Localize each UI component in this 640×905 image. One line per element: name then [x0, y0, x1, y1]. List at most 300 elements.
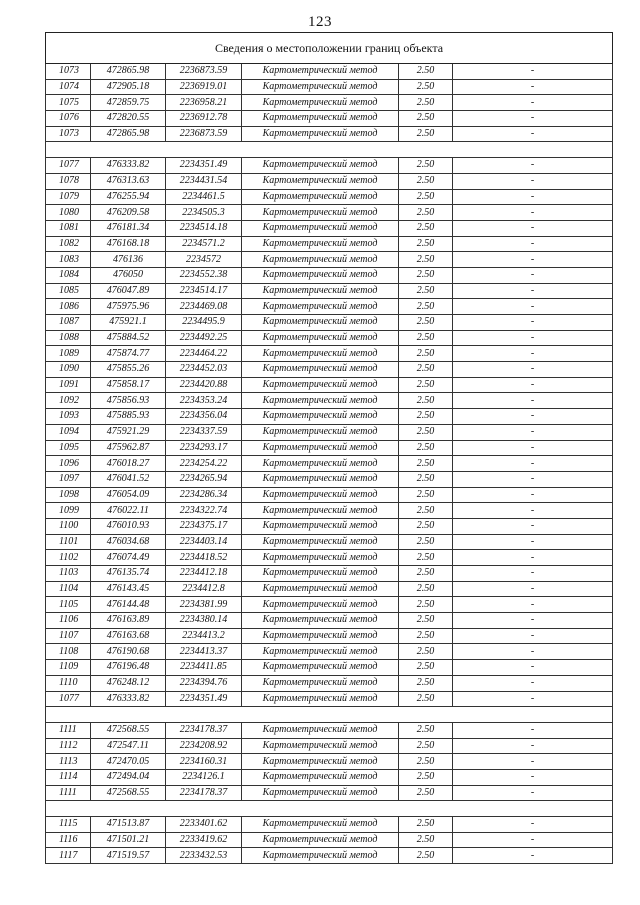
y-coordinate-cell: 2234160.31: [166, 754, 242, 770]
table-row: [46, 566, 613, 582]
method-cell: Картометрический метод: [242, 440, 399, 456]
accuracy-cell: 2.50: [399, 95, 453, 111]
point-number-cell: 1083: [46, 252, 91, 268]
point-number-cell: 1112: [46, 738, 91, 754]
note-cell: -: [453, 817, 613, 833]
note-cell: -: [453, 440, 613, 456]
y-coordinate-cell: 2234420.88: [166, 377, 242, 393]
accuracy-cell: 2.50: [399, 393, 453, 409]
accuracy-cell: 2.50: [399, 189, 453, 205]
point-number-cell: 1111: [46, 722, 91, 738]
y-coordinate-cell: 2234431.54: [166, 173, 242, 189]
point-number-cell: 1099: [46, 503, 91, 519]
x-coordinate-cell: 476313.63: [91, 173, 166, 189]
note-cell: -: [453, 675, 613, 691]
note-cell: -: [453, 581, 613, 597]
separator-cell: [46, 707, 613, 723]
y-coordinate-cell: 2234375.17: [166, 518, 242, 534]
note-cell: -: [453, 644, 613, 660]
x-coordinate-cell: 476054.09: [91, 487, 166, 503]
point-number-cell: 1092: [46, 393, 91, 409]
point-number-cell: 1098: [46, 487, 91, 503]
table-body: [46, 64, 613, 864]
x-coordinate-cell: 476196.48: [91, 660, 166, 676]
method-cell: Картометрический метод: [242, 581, 399, 597]
note-cell: -: [453, 315, 613, 331]
accuracy-cell: 2.50: [399, 299, 453, 315]
group-separator-row: [46, 142, 613, 158]
table-row: [46, 189, 613, 205]
point-number-cell: 1073: [46, 64, 91, 80]
method-cell: Картометрический метод: [242, 644, 399, 660]
method-cell: Картометрический метод: [242, 267, 399, 283]
table-row: [46, 534, 613, 550]
table-header-row: [46, 33, 613, 64]
x-coordinate-cell: 476034.68: [91, 534, 166, 550]
point-number-cell: 1091: [46, 377, 91, 393]
point-number-cell: 1075: [46, 95, 91, 111]
accuracy-cell: 2.50: [399, 738, 453, 754]
point-number-cell: 1082: [46, 236, 91, 252]
table-row: [46, 785, 613, 801]
point-number-cell: 1085: [46, 283, 91, 299]
table-row: [46, 79, 613, 95]
table-row: [46, 393, 613, 409]
point-number-cell: 1094: [46, 424, 91, 440]
note-cell: -: [453, 613, 613, 629]
table-row: [46, 581, 613, 597]
x-coordinate-cell: 476074.49: [91, 550, 166, 566]
y-coordinate-cell: 2234126.1: [166, 769, 242, 785]
method-cell: Картометрический метод: [242, 848, 399, 864]
note-cell: -: [453, 424, 613, 440]
note-cell: -: [453, 503, 613, 519]
accuracy-cell: 2.50: [399, 675, 453, 691]
accuracy-cell: 2.50: [399, 362, 453, 378]
table-row: [46, 848, 613, 864]
x-coordinate-cell: 472905.18: [91, 79, 166, 95]
point-number-cell: 1110: [46, 675, 91, 691]
y-coordinate-cell: 2234464.22: [166, 346, 242, 362]
accuracy-cell: 2.50: [399, 581, 453, 597]
point-number-cell: 1076: [46, 111, 91, 127]
method-cell: Картометрический метод: [242, 95, 399, 111]
y-coordinate-cell: 2234322.74: [166, 503, 242, 519]
table-title: Сведения о местоположении границ объекта: [46, 33, 613, 64]
y-coordinate-cell: 2234413.2: [166, 628, 242, 644]
x-coordinate-cell: 475975.96: [91, 299, 166, 315]
note-cell: -: [453, 738, 613, 754]
point-number-cell: 1084: [46, 267, 91, 283]
point-number-cell: 1104: [46, 581, 91, 597]
table-row: [46, 220, 613, 236]
note-cell: -: [453, 534, 613, 550]
x-coordinate-cell: 472820.55: [91, 111, 166, 127]
point-number-cell: 1115: [46, 817, 91, 833]
note-cell: -: [453, 487, 613, 503]
point-number-cell: 1079: [46, 189, 91, 205]
x-coordinate-cell: 476168.18: [91, 236, 166, 252]
x-coordinate-cell: 472859.75: [91, 95, 166, 111]
note-cell: -: [453, 769, 613, 785]
method-cell: Картометрический метод: [242, 362, 399, 378]
x-coordinate-cell: 476190.68: [91, 644, 166, 660]
group-separator-row: [46, 801, 613, 817]
x-coordinate-cell: 476135.74: [91, 566, 166, 582]
point-number-cell: 1078: [46, 173, 91, 189]
x-coordinate-cell: 475885.93: [91, 409, 166, 425]
table-row: [46, 817, 613, 833]
accuracy-cell: 2.50: [399, 471, 453, 487]
y-coordinate-cell: 2234492.25: [166, 330, 242, 346]
x-coordinate-cell: 476181.34: [91, 220, 166, 236]
x-coordinate-cell: 476163.89: [91, 613, 166, 629]
note-cell: -: [453, 471, 613, 487]
method-cell: Картометрический метод: [242, 675, 399, 691]
table-row: [46, 691, 613, 707]
x-coordinate-cell: 472547.11: [91, 738, 166, 754]
accuracy-cell: 2.50: [399, 613, 453, 629]
table-row: [46, 283, 613, 299]
accuracy-cell: 2.50: [399, 220, 453, 236]
y-coordinate-cell: 2236912.78: [166, 111, 242, 127]
method-cell: Картометрический метод: [242, 315, 399, 331]
table-row: [46, 440, 613, 456]
x-coordinate-cell: 476163.68: [91, 628, 166, 644]
x-coordinate-cell: 472470.05: [91, 754, 166, 770]
note-cell: -: [453, 518, 613, 534]
x-coordinate-cell: 476047.89: [91, 283, 166, 299]
y-coordinate-cell: 2234208.92: [166, 738, 242, 754]
accuracy-cell: 2.50: [399, 409, 453, 425]
method-cell: Картометрический метод: [242, 424, 399, 440]
accuracy-cell: 2.50: [399, 722, 453, 738]
point-number-cell: 1090: [46, 362, 91, 378]
y-coordinate-cell: 2234353.24: [166, 393, 242, 409]
y-coordinate-cell: 2234356.04: [166, 409, 242, 425]
method-cell: Картометрический метод: [242, 518, 399, 534]
point-number-cell: 1103: [46, 566, 91, 582]
point-number-cell: 1080: [46, 205, 91, 221]
x-coordinate-cell: 475962.87: [91, 440, 166, 456]
coordinates-table: [45, 32, 613, 864]
y-coordinate-cell: 2236873.59: [166, 126, 242, 142]
accuracy-cell: 2.50: [399, 79, 453, 95]
note-cell: -: [453, 299, 613, 315]
y-coordinate-cell: 2234412.18: [166, 566, 242, 582]
accuracy-cell: 2.50: [399, 832, 453, 848]
point-number-cell: 1101: [46, 534, 91, 550]
x-coordinate-cell: 472494.04: [91, 769, 166, 785]
method-cell: Картометрический метод: [242, 754, 399, 770]
x-coordinate-cell: 476022.11: [91, 503, 166, 519]
point-number-cell: 1088: [46, 330, 91, 346]
method-cell: Картометрический метод: [242, 566, 399, 582]
x-coordinate-cell: 472568.55: [91, 785, 166, 801]
y-coordinate-cell: 2234381.99: [166, 597, 242, 613]
method-cell: Картометрический метод: [242, 832, 399, 848]
y-coordinate-cell: 2234178.37: [166, 722, 242, 738]
page-number: 123: [308, 14, 332, 30]
y-coordinate-cell: 2234495.9: [166, 315, 242, 331]
y-coordinate-cell: 2236919.01: [166, 79, 242, 95]
accuracy-cell: 2.50: [399, 205, 453, 221]
table-row: [46, 158, 613, 174]
point-number-cell: 1086: [46, 299, 91, 315]
accuracy-cell: 2.50: [399, 487, 453, 503]
point-number-cell: 1096: [46, 456, 91, 472]
accuracy-cell: 2.50: [399, 236, 453, 252]
method-cell: Картометрический метод: [242, 252, 399, 268]
point-number-cell: 1077: [46, 691, 91, 707]
y-coordinate-cell: 2233432.53: [166, 848, 242, 864]
accuracy-cell: 2.50: [399, 644, 453, 660]
table-row: [46, 362, 613, 378]
note-cell: -: [453, 393, 613, 409]
group-separator-row: [46, 707, 613, 723]
method-cell: Картометрический метод: [242, 299, 399, 315]
table-row: [46, 675, 613, 691]
table-row: [46, 236, 613, 252]
note-cell: -: [453, 283, 613, 299]
point-number-cell: 1097: [46, 471, 91, 487]
note-cell: -: [453, 628, 613, 644]
x-coordinate-cell: 475858.17: [91, 377, 166, 393]
accuracy-cell: 2.50: [399, 377, 453, 393]
note-cell: -: [453, 158, 613, 174]
x-coordinate-cell: 476010.93: [91, 518, 166, 534]
note-cell: -: [453, 566, 613, 582]
note-cell: -: [453, 220, 613, 236]
table-row: [46, 409, 613, 425]
y-coordinate-cell: 2234403.14: [166, 534, 242, 550]
y-coordinate-cell: 2233401.62: [166, 817, 242, 833]
y-coordinate-cell: 2234394.76: [166, 675, 242, 691]
accuracy-cell: 2.50: [399, 126, 453, 142]
note-cell: -: [453, 126, 613, 142]
accuracy-cell: 2.50: [399, 330, 453, 346]
note-cell: -: [453, 189, 613, 205]
method-cell: Картометрический метод: [242, 456, 399, 472]
table-row: [46, 503, 613, 519]
table-row: [46, 95, 613, 111]
method-cell: Картометрический метод: [242, 236, 399, 252]
accuracy-cell: 2.50: [399, 628, 453, 644]
point-number-cell: 1074: [46, 79, 91, 95]
y-coordinate-cell: 2234265.94: [166, 471, 242, 487]
x-coordinate-cell: 476255.94: [91, 189, 166, 205]
point-number-cell: 1105: [46, 597, 91, 613]
y-coordinate-cell: 2234469.08: [166, 299, 242, 315]
x-coordinate-cell: 472568.55: [91, 722, 166, 738]
note-cell: -: [453, 330, 613, 346]
method-cell: Картометрический метод: [242, 817, 399, 833]
point-number-cell: 1093: [46, 409, 91, 425]
y-coordinate-cell: 2234254.22: [166, 456, 242, 472]
x-coordinate-cell: 475856.93: [91, 393, 166, 409]
method-cell: Картометрический метод: [242, 550, 399, 566]
x-coordinate-cell: 476041.52: [91, 471, 166, 487]
accuracy-cell: 2.50: [399, 456, 453, 472]
accuracy-cell: 2.50: [399, 691, 453, 707]
point-number-cell: 1100: [46, 518, 91, 534]
note-cell: -: [453, 267, 613, 283]
x-coordinate-cell: 476018.27: [91, 456, 166, 472]
x-coordinate-cell: 471501.21: [91, 832, 166, 848]
note-cell: -: [453, 377, 613, 393]
x-coordinate-cell: 476050: [91, 267, 166, 283]
y-coordinate-cell: 2234380.14: [166, 613, 242, 629]
method-cell: Картометрический метод: [242, 283, 399, 299]
x-coordinate-cell: 475921.1: [91, 315, 166, 331]
method-cell: Картометрический метод: [242, 487, 399, 503]
method-cell: Картометрический метод: [242, 503, 399, 519]
note-cell: -: [453, 550, 613, 566]
accuracy-cell: 2.50: [399, 111, 453, 127]
x-coordinate-cell: 476144.48: [91, 597, 166, 613]
y-coordinate-cell: 2234286.34: [166, 487, 242, 503]
table-row: [46, 456, 613, 472]
method-cell: Картометрический метод: [242, 534, 399, 550]
table-row: [46, 267, 613, 283]
y-coordinate-cell: 2234418.52: [166, 550, 242, 566]
method-cell: Картометрический метод: [242, 111, 399, 127]
y-coordinate-cell: 2234411.85: [166, 660, 242, 676]
x-coordinate-cell: 471519.57: [91, 848, 166, 864]
accuracy-cell: 2.50: [399, 785, 453, 801]
y-coordinate-cell: 2236873.59: [166, 64, 242, 80]
method-cell: Картометрический метод: [242, 722, 399, 738]
accuracy-cell: 2.50: [399, 346, 453, 362]
accuracy-cell: 2.50: [399, 283, 453, 299]
point-number-cell: 1077: [46, 158, 91, 174]
x-coordinate-cell: 475855.26: [91, 362, 166, 378]
method-cell: Картометрический метод: [242, 346, 399, 362]
table-row: [46, 252, 613, 268]
separator-cell: [46, 142, 613, 158]
note-cell: -: [453, 95, 613, 111]
method-cell: Картометрический метод: [242, 409, 399, 425]
note-cell: -: [453, 205, 613, 221]
accuracy-cell: 2.50: [399, 660, 453, 676]
note-cell: -: [453, 754, 613, 770]
method-cell: Картометрический метод: [242, 785, 399, 801]
accuracy-cell: 2.50: [399, 754, 453, 770]
table-row: [46, 628, 613, 644]
method-cell: Картометрический метод: [242, 691, 399, 707]
method-cell: Картометрический метод: [242, 79, 399, 95]
separator-cell: [46, 801, 613, 817]
point-number-cell: 1095: [46, 440, 91, 456]
point-number-cell: 1113: [46, 754, 91, 770]
x-coordinate-cell: 476333.82: [91, 691, 166, 707]
y-coordinate-cell: 2234514.18: [166, 220, 242, 236]
method-cell: Картометрический метод: [242, 377, 399, 393]
method-cell: Картометрический метод: [242, 628, 399, 644]
accuracy-cell: 2.50: [399, 817, 453, 833]
y-coordinate-cell: 2234178.37: [166, 785, 242, 801]
y-coordinate-cell: 2233419.62: [166, 832, 242, 848]
x-coordinate-cell: 476248.12: [91, 675, 166, 691]
note-cell: -: [453, 785, 613, 801]
method-cell: Картометрический метод: [242, 64, 399, 80]
method-cell: Картометрический метод: [242, 205, 399, 221]
point-number-cell: 1114: [46, 769, 91, 785]
point-number-cell: 1089: [46, 346, 91, 362]
accuracy-cell: 2.50: [399, 848, 453, 864]
note-cell: -: [453, 722, 613, 738]
note-cell: -: [453, 173, 613, 189]
accuracy-cell: 2.50: [399, 158, 453, 174]
table-row: [46, 754, 613, 770]
table-row: [46, 299, 613, 315]
point-number-cell: 1117: [46, 848, 91, 864]
accuracy-cell: 2.50: [399, 550, 453, 566]
method-cell: Картометрический метод: [242, 660, 399, 676]
x-coordinate-cell: 472865.98: [91, 126, 166, 142]
note-cell: -: [453, 64, 613, 80]
method-cell: Картометрический метод: [242, 738, 399, 754]
table-row: [46, 205, 613, 221]
table-row: [46, 346, 613, 362]
point-number-cell: 1087: [46, 315, 91, 331]
note-cell: -: [453, 456, 613, 472]
method-cell: Картометрический метод: [242, 597, 399, 613]
y-coordinate-cell: 2234351.49: [166, 691, 242, 707]
accuracy-cell: 2.50: [399, 440, 453, 456]
y-coordinate-cell: 2234505.3: [166, 205, 242, 221]
note-cell: -: [453, 346, 613, 362]
x-coordinate-cell: 472865.98: [91, 64, 166, 80]
table-row: [46, 738, 613, 754]
x-coordinate-cell: 476209.58: [91, 205, 166, 221]
table-row: [46, 722, 613, 738]
method-cell: Картометрический метод: [242, 158, 399, 174]
accuracy-cell: 2.50: [399, 769, 453, 785]
table-row: [46, 550, 613, 566]
x-coordinate-cell: 476143.45: [91, 581, 166, 597]
table-row: [46, 660, 613, 676]
accuracy-cell: 2.50: [399, 267, 453, 283]
table-row: [46, 64, 613, 80]
method-cell: Картометрический метод: [242, 189, 399, 205]
y-coordinate-cell: 2234461.5: [166, 189, 242, 205]
method-cell: Картометрический метод: [242, 393, 399, 409]
x-coordinate-cell: 476333.82: [91, 158, 166, 174]
accuracy-cell: 2.50: [399, 518, 453, 534]
accuracy-cell: 2.50: [399, 424, 453, 440]
table-row: [46, 330, 613, 346]
table-row: [46, 487, 613, 503]
table-row: [46, 126, 613, 142]
x-coordinate-cell: 475874.77: [91, 346, 166, 362]
table-row: [46, 377, 613, 393]
y-coordinate-cell: 2234293.17: [166, 440, 242, 456]
y-coordinate-cell: 2234552.38: [166, 267, 242, 283]
table-row: [46, 597, 613, 613]
accuracy-cell: 2.50: [399, 566, 453, 582]
note-cell: -: [453, 848, 613, 864]
table-row: [46, 315, 613, 331]
method-cell: Картометрический метод: [242, 330, 399, 346]
y-coordinate-cell: 2236958.21: [166, 95, 242, 111]
note-cell: -: [453, 236, 613, 252]
x-coordinate-cell: 471513.87: [91, 817, 166, 833]
table-row: [46, 173, 613, 189]
note-cell: -: [453, 691, 613, 707]
table-row: [46, 613, 613, 629]
table-row: [46, 832, 613, 848]
